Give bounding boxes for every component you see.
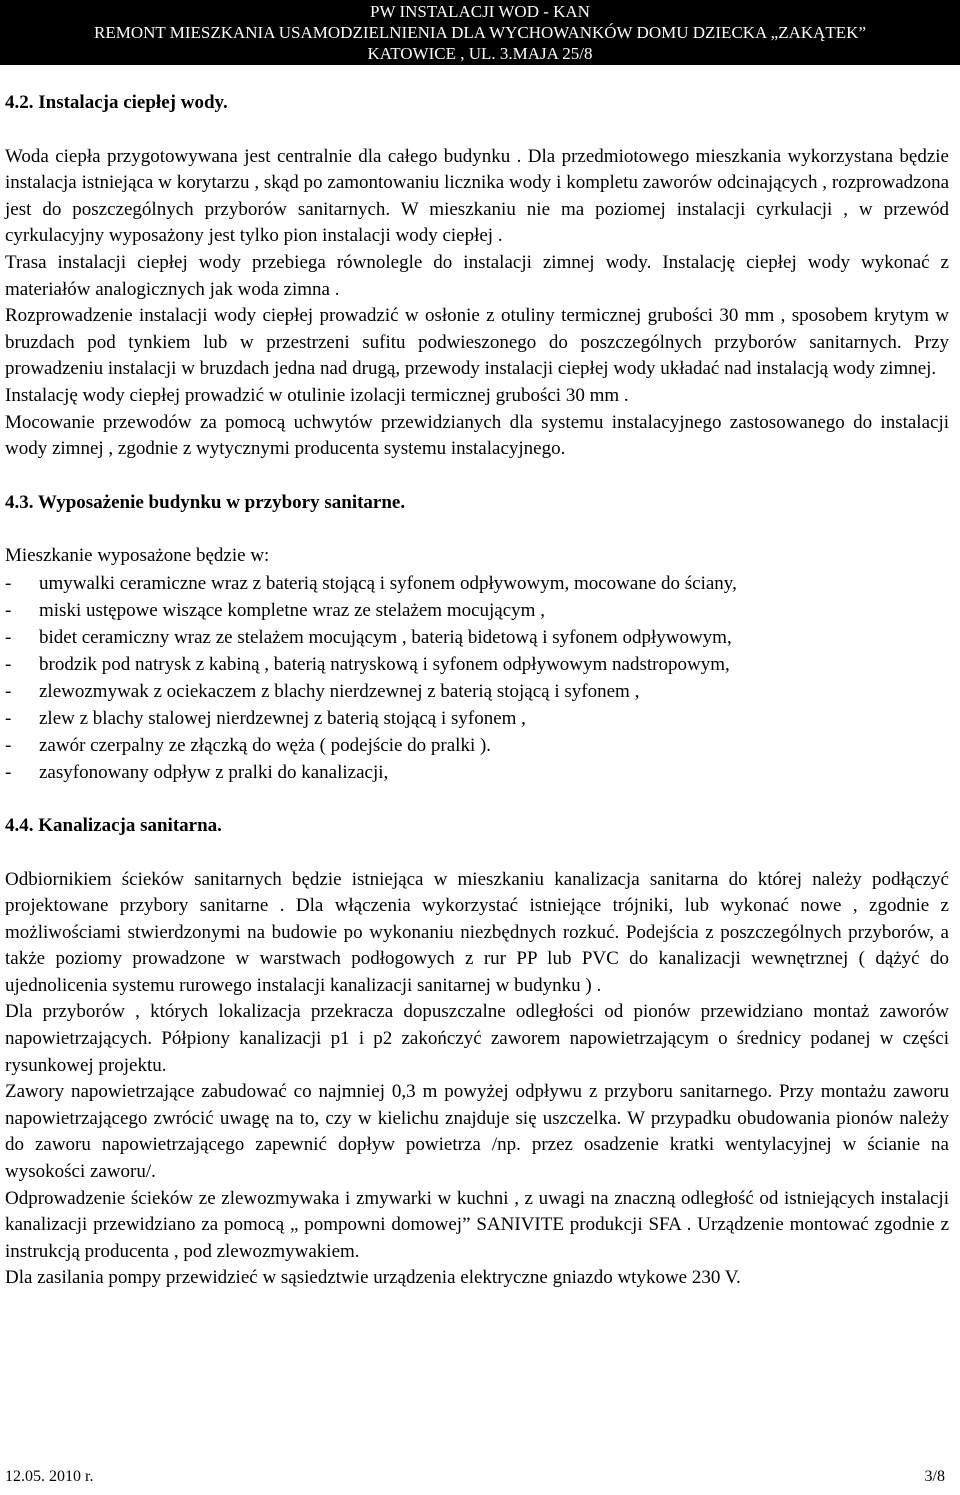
paragraph: Odprowadzenie ścieków ze zlewozmywaka i zmywarki w kuchni , z uwagi na znaczną odległość od istniejących instalacji kanalizacji przewidziano za pomocą „ pompowni domowej” SANIVITE produkcji SFA . Urządzenie montować zgodnie z instrukcją producenta , pod zlewozmywakiem. (5, 1187, 949, 1262)
paragraph: Instalację wody ciepłej prowadzić w otulinie izolacji termicznej grubości 30 mm . (5, 384, 629, 406)
footer-date: 12.05. 2010 r. (5, 1468, 94, 1485)
document-body (5, 90, 949, 1292)
paragraph: Zawory napowietrzające zabudować co najmniej 0,3 m powyżej odpływu z przyboru sanitarnego. Przy montażu zaworu napowietrzającego zwrócić uwagę na to, czy w kielichu znajduje się uszczelka. W przypadku obudowania pionów należy do zaworu napowietrzającego zapewnić dopływ powietrza /np. przez osadzenie kratki wentylacyjnej w ścianie na wysokości zaworu/. (5, 1081, 949, 1183)
paragraph: Dla przyborów , których lokalizacja przekracza dopuszczalne odległości od pionów przewidziano montaż zaworów napowietrzających. Półpiony kanalizacji p1 i p2 zakończyć zaworem napowietrzającym o średnicy podanej w części rysunkowej projektu. (5, 1001, 949, 1076)
paragraph: Odbiornikiem ścieków sanitarnych będzie istniejąca w mieszkaniu kanalizacja sanitarna do której należy podłączyć projektowane przybory sanitarne . Dla włączenia wykorzystać istniejące trójniki, lub wykonać nowe , zgodnie z możliwościami stwierdzonymi na budowie po wykonaniu niezbędnych rozkuć. Podejścia z poszczególnych przyborów, a także poziomy prowadzone w warstwach podłogowych z rur PP lub PVC do kanalizacji wewnętrznej ( dążyć do ujednolicenia systemu rurowego instalacji kanalizacji sanitarnej w budynku ) . (5, 868, 949, 996)
page-footer (5, 1468, 945, 1486)
list-item: - brodzik pod natrysk z kabiną , baterią natryskową i syfonem odpływowym nadstropowym, (5, 653, 730, 675)
list-item: - bidet ceramiczny wraz ze stelażem mocującym , baterią bidetową i syfonem odpływowym, (5, 626, 732, 648)
page-header (0, 0, 960, 65)
paragraph: Mocowanie przewodów za pomocą uchwytów przewidzianych dla systemu instalacyjnego zastosowanego do instalacji wody zimnej , zgodnie z wytycznymi producenta systemu instalacyjnego. (5, 411, 949, 460)
paragraph: Woda ciepła przygotowywana jest centralnie dla całego budynku . Dla przedmiotowego mieszkania wykorzystana będzie instalacja istniejąca w korytarzu , skąd po zamontowaniu licznika wody i kompletu zaworów odcinających , rozprowadzona jest do poszczególnych przyborów sanitarnych. W mieszkaniu nie ma poziomej instalacji cyrkulacji , w przewód cyrkulacyjny wyposażony jest tylko pion instalacji wody ciepłej . (5, 145, 949, 247)
section-4-4-heading: 4.4. Kanalizacja sanitarna. (5, 814, 222, 836)
list-item: - zawór czerpalny ze złączką do węża ( podejście do pralki ). (5, 734, 492, 756)
list-item: - zlew z blachy stalowej nierdzewnej z baterią stojącą i syfonem , (5, 707, 526, 729)
fixtures-list (5, 570, 949, 786)
header-line-2: REMONT MIESZKANIA USAMODZIELNIENIA DLA WYCHOWANKÓW DOMU DZIECKA „ZAKĄTEK” (93, 23, 866, 42)
list-intro: Mieszkanie wyposażone będzie w: (5, 545, 270, 567)
section-4-3-heading: 4.3. Wyposażenie budynku w przybory sanitarne. (5, 491, 406, 513)
list-item: - zasyfonowany odpływ z pralki do kanalizacji, (5, 761, 389, 783)
header-line-3: KATOWICE , UL. 3.MAJA 25/8 (367, 44, 593, 63)
header-line-1: PW INSTALACJI WOD - KAN (370, 2, 590, 21)
page-number: 3/8 (924, 1468, 945, 1485)
section-4-2-heading: 4.2. Instalacja ciepłej wody. (5, 92, 228, 113)
list-item: - umywalki ceramiczne wraz z baterią stojącą i syfonem odpływowym, mocowane do ściany, (5, 572, 737, 594)
paragraph: Dla zasilania pompy przewidzieć w sąsiedztwie urządzenia elektryczne gniazdo wtykowe 230 V. (5, 1267, 741, 1289)
list-item: - miski ustępowe wiszące kompletne wraz ze stelażem mocującym , (5, 599, 545, 621)
paragraph: Trasa instalacji ciepłej wody przebiega równolegle do instalacji zimnej wody. Instalację ciepłej wody wykonać z materiałów analogicznych jak woda zimna . (5, 251, 949, 300)
list-item: - zlewozmywak z ociekaczem z blachy nierdzewnej z baterią stojącą i syfonem , (5, 680, 640, 702)
paragraph: Rozprowadzenie instalacji wody ciepłej prowadzić w osłonie z otuliny termicznej grubości 30 mm , sposobem krytym w bruzdach pod tynkiem lub w przestrzeni sufitu podwieszonego do poszczególnych przyborów sanitarnych. Przy prowadzeniu instalacji w bruzdach jedna nad drugą, przewody instalacji ciepłej wody układać nad instalacją wody zimnej. (5, 305, 949, 380)
